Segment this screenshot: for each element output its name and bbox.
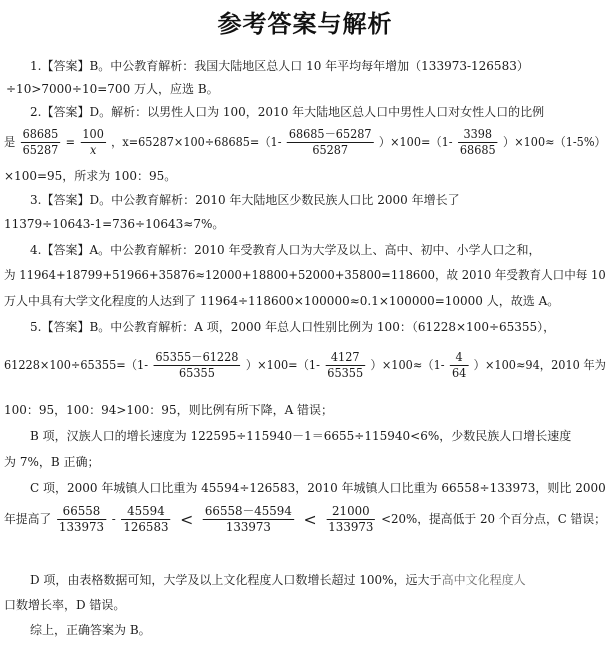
q2-equals: = [65, 135, 76, 149]
q5-d-highlight-text: 高中文化程度人 [441, 573, 526, 587]
q5-cf4-denominator: 133973 [328, 520, 374, 534]
q2-line-1: 2.【答案】D。解析：以男性人口为 100，2010 年大陆地区总人口中男性人口对女性人口的比例 [30, 105, 545, 119]
q5-b-line-2: 为 7%，B 正确； [4, 455, 100, 469]
q2-f3-numerator: 68685－65287 [288, 127, 372, 141]
q4-line-1: 4.【答案】A。中公教育解析：2010 年受教育人口为大学及以上、高中、初中、小学人口之和， [30, 243, 541, 257]
q5-c-tail-text: <20%，提高低于 20 个百分点，C 错误； [381, 512, 606, 526]
q2-mid-text: ，x=65287×100÷68685=（1- [111, 135, 282, 149]
q5-conclusion: 综上，正确答案为 B。 [30, 623, 151, 637]
q1-line-2: ÷10>7000÷10=700 万人，应选 B。 [6, 82, 219, 96]
q2-f2-numerator: 100 [82, 127, 104, 141]
q5-c-fraction-2000 [121, 504, 170, 535]
q5-tail-text: ）×100≈94，2010 年为 [473, 358, 606, 372]
q5-f1-numerator: 65355－61228 [155, 350, 239, 364]
q2-formula-line [4, 122, 606, 162]
q2-x-fraction [81, 127, 106, 158]
q5-c-fraction-2010 [57, 504, 106, 535]
q5-small-fraction [325, 350, 365, 381]
q5-d-line-1 [30, 572, 526, 588]
q5-f3-numerator: 4 [450, 350, 468, 366]
q5-approx-fraction [450, 350, 468, 381]
q2-f3-denominator: 65287 [312, 143, 349, 157]
q5-prefix: 61228×100÷65355=（1- [4, 358, 149, 372]
q2-prefix: 是 [4, 135, 16, 149]
q5-mid-text-2: ）×100≈（1- [370, 358, 445, 372]
q4-line-3: 万人中具有大学文化程度的人达到了 11964÷118600×100000≈0.1×100000=10000 人，故选 A。 [4, 294, 560, 308]
q5-cf1-denominator: 133973 [58, 520, 104, 534]
q2-small-fraction [458, 127, 497, 158]
q2-line-3: ×100=95，所求为 100：95。 [4, 169, 177, 183]
q5-c-line-1: C 项，2000 年城镇人口比重为 45594÷126583，2010 年城镇人口比重为 66558÷133973，则比 2000 [30, 481, 606, 495]
q5-c-less-than-1: < [180, 509, 194, 529]
q2-ratio-fraction [21, 127, 60, 158]
q5-f2-numerator: 4127 [325, 350, 365, 366]
q3-line-1: 3.【答案】D。中公教育解析：2010 年大陆地区少数民族人口比 2000 年增长了 [30, 193, 460, 207]
q2-f1-denominator: 65287 [22, 143, 59, 157]
q5-cf3-denominator: 133973 [225, 520, 271, 534]
q5-f1-denominator: 65355 [178, 366, 215, 380]
q5-c-minus: - [111, 512, 116, 526]
q1-line-1: 1.【答案】B。中公教育解析：我国大陆地区总人口 10 年平均每年增加（133973-126583） [30, 59, 529, 73]
q3-line-2: 11379÷10643-1=736÷10643≈7%。 [4, 217, 225, 231]
q5-f3-denominator: 64 [451, 366, 467, 380]
page-title: 参考答案与解析 [217, 10, 393, 38]
q5-cf2-numerator: 45594 [121, 504, 170, 520]
q5-b-line-1: B 项，汉族人口的增长速度为 122595÷115940－1＝6655÷115940<6%，少数民族人口增长速度 [30, 429, 572, 443]
q5-c-prefix: 年提高了 [4, 512, 52, 526]
q5-cf4-numerator: 21000 [326, 504, 375, 520]
q5-d-line-2: 口数增长率，D 错误。 [4, 598, 126, 612]
q5-c-fraction-approx [326, 504, 375, 535]
q2-diff-fraction [287, 127, 373, 158]
q5-line-3: 100：95，100：94>100：95，则比例有所下降，A 错误； [4, 403, 334, 417]
q2-tail-text: ）×100≈（1-5%） [502, 135, 606, 149]
q4-line-2: 为 11964+18799+51966+35876≈12000+18800+52000+35800=118600，故 2010 年受教育人口中每 10 [4, 268, 606, 282]
q5-diff-fraction [153, 350, 240, 381]
q5-cf1-numerator: 66558 [57, 504, 106, 520]
q5-cf2-denominator: 126583 [123, 520, 169, 534]
q2-mid-text-2: ）×100=（1- [378, 135, 453, 149]
q5-formula-line [4, 345, 606, 385]
q5-c-fraction-diff [203, 504, 294, 535]
q5-d-text: D 项，由表格数据可知，大学及以上文化程度人口数增长超过 100%，远大于 [30, 573, 442, 587]
q2-f4-numerator: 3398 [458, 127, 497, 143]
q2-f4-denominator: 68685 [459, 143, 496, 157]
q2-f1-numerator: 68685 [22, 127, 59, 141]
q5-line-1: 5.【答案】B。中公教育解析：A 项，2000 年总人口性别比例为 100：（61228×100÷65355）， [30, 320, 556, 334]
q5-cf3-numerator: 66558－45594 [204, 504, 292, 518]
q5-c-formula-line [4, 499, 606, 540]
q2-f2-denominator: x [89, 143, 97, 157]
q5-f2-denominator: 65355 [327, 366, 364, 380]
q5-mid-text-1: ）×100=（1- [245, 358, 320, 372]
q5-c-less-than-2: < [303, 509, 317, 529]
